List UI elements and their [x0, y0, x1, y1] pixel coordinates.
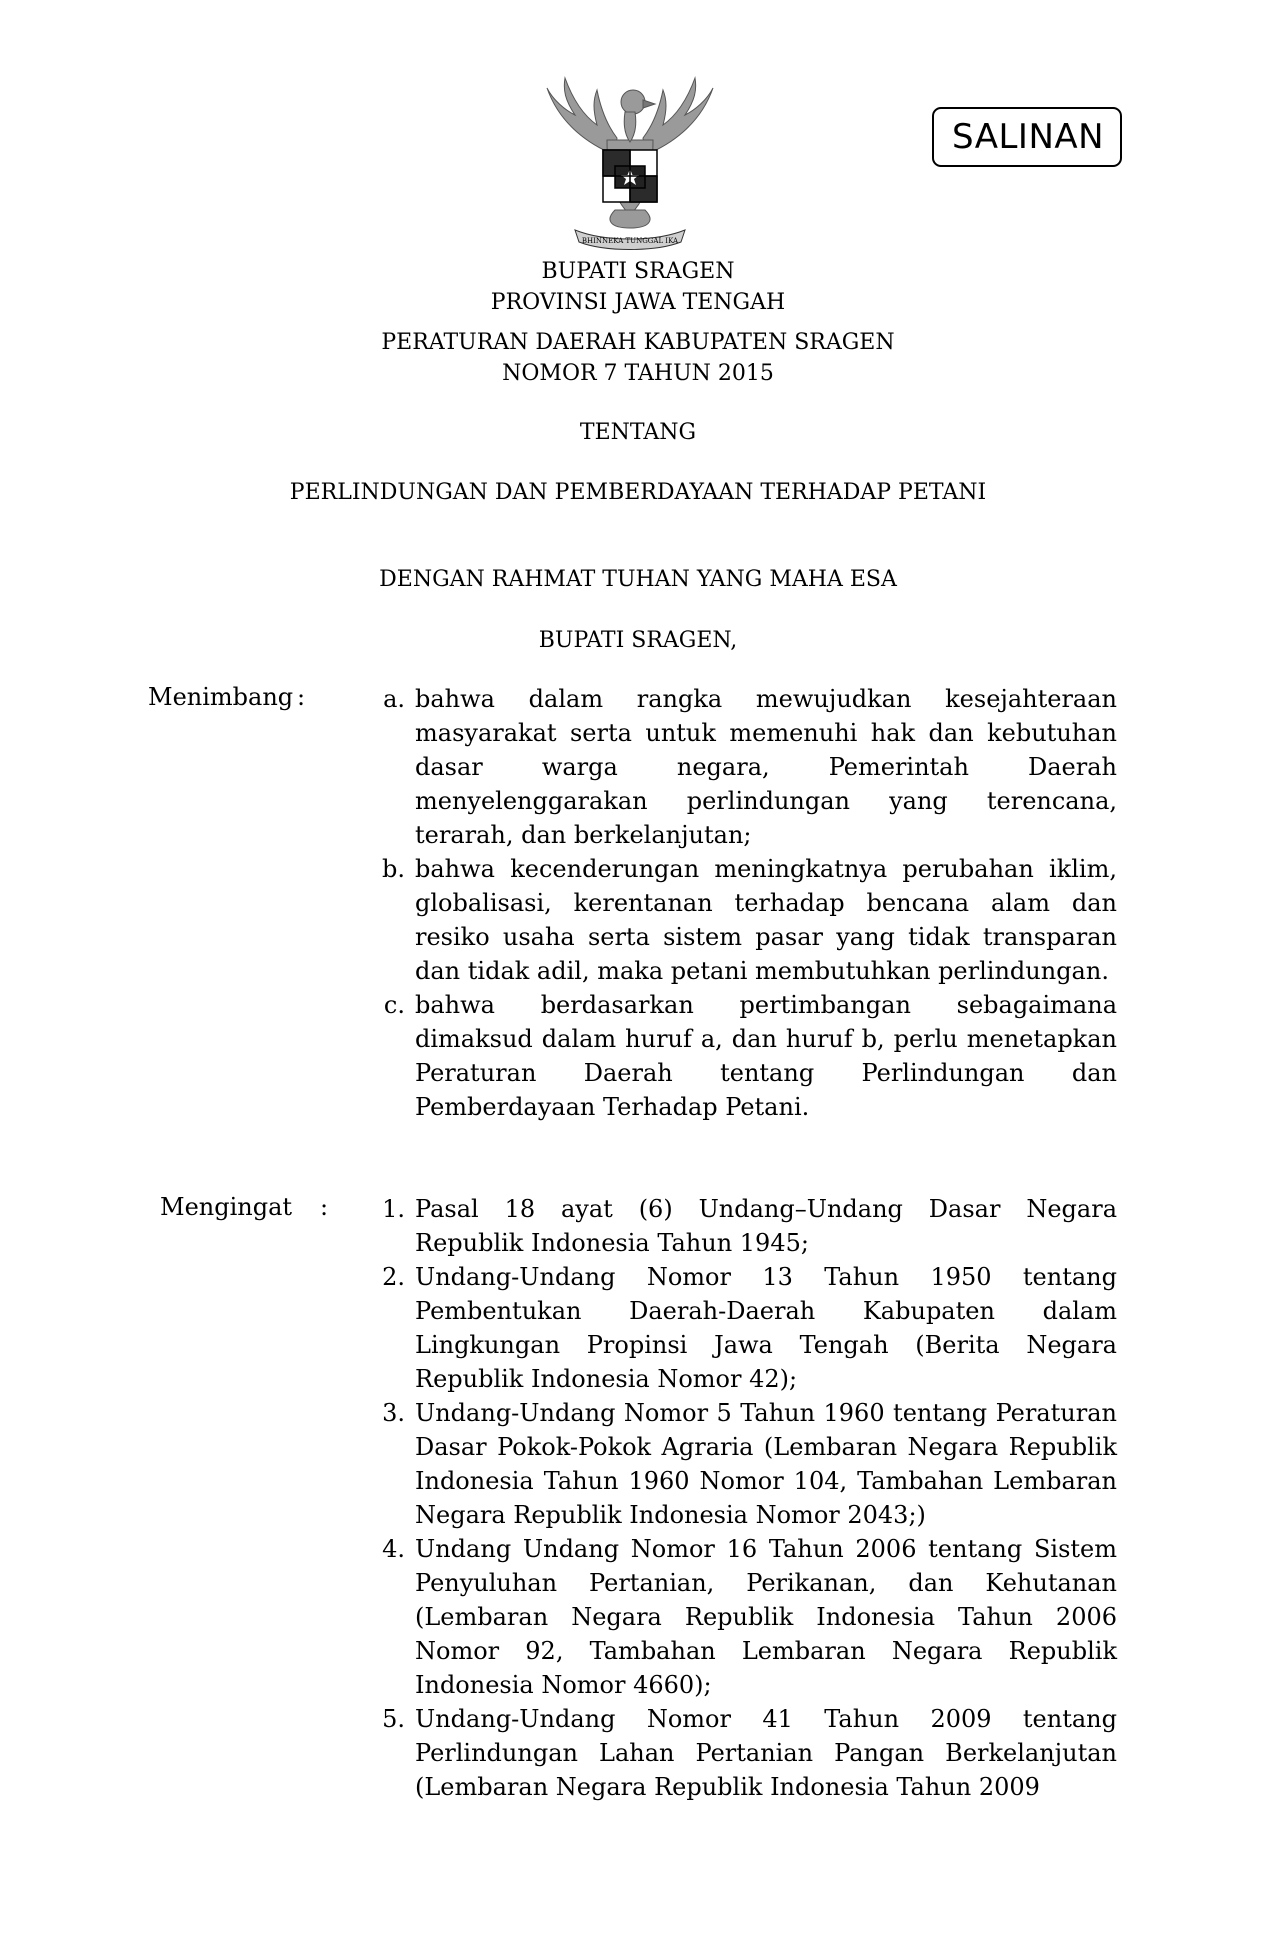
item-marker: 1.	[382, 1195, 405, 1223]
item-text: bahwa berdasarkan pertimbangan sebagaimana dimaksud dalam huruf a, dan huruf b, perlu menetapkan Peraturan Daerah tentang Perlindungan dan Pemberdayaan Terhadap Petani.	[415, 991, 1117, 1121]
menimbang-label: Menimbang	[148, 683, 294, 711]
menimbang-list	[360, 682, 1117, 1124]
item-text: Pasal 18 ayat (6) Undang–Undang Dasar Negara Republik Indonesia Tahun 1945;	[415, 1195, 1117, 1257]
mengingat-list	[360, 1192, 1117, 1804]
mengingat-label: Mengingat	[160, 1193, 293, 1221]
item-text: bahwa dalam rangka mewujudkan kesejahteraan masyarakat serta untuk memenuhi hak dan kebutuhan dasar warga negara, Pemerintah Daerah menyelenggarakan perlindungan yang terencana, terarah, dan berkelanjutan;	[415, 685, 1117, 849]
title-provinsi: PROVINSI JAWA TENGAH	[490, 290, 786, 315]
salinan-stamp: SALINAN	[932, 107, 1122, 167]
mengingat-colon: :	[320, 1193, 329, 1221]
item-marker: 4.	[382, 1535, 405, 1563]
document-subject: PERLINDUNGAN DAN PEMBERDAYAAN TERHADAP PETANI	[289, 480, 987, 505]
title-nomor: NOMOR 7 TAHUN 2015	[502, 361, 774, 386]
list-item	[360, 1260, 1117, 1396]
item-marker: 3.	[382, 1399, 405, 1427]
item-text: Undang-Undang Nomor 5 Tahun 1960 tentang Peraturan Dasar Pokok-Pokok Agraria (Lembaran Negara Republik Indonesia Tahun 1960 Nomor 104, Tambahan Lembaran Negara Republik Indonesia Nomor 2043;)	[415, 1399, 1117, 1529]
preamble-bupati: BUPATI SRAGEN,	[538, 628, 738, 653]
list-item	[360, 1192, 1117, 1260]
item-marker: b.	[382, 855, 405, 883]
menimbang-colon: :	[297, 683, 306, 711]
preamble-rahmat: DENGAN RAHMAT TUHAN YANG MAHA ESA	[379, 567, 897, 592]
list-item	[360, 1532, 1117, 1702]
title-tentang: TENTANG	[579, 420, 697, 445]
emblem-motto: BHINNEKA TUNGGAL IKA	[581, 237, 679, 245]
item-marker: 2.	[382, 1263, 405, 1291]
item-text: bahwa kecenderungan meningkatnya perubahan iklim, globalisasi, kerentanan terhadap bencana alam dan resiko usaha serta sistem pasar yang tidak transparan dan tidak adil, maka petani membutuhkan perlindungan.	[415, 855, 1117, 985]
list-item	[360, 852, 1117, 988]
item-text: Undang-Undang Nomor 41 Tahun 2009 tentang Perlindungan Lahan Pertanian Pangan Berkelanjutan (Lembaran Negara Republik Indonesia Tahun 2009	[415, 1705, 1117, 1801]
item-marker: a.	[383, 685, 405, 713]
list-item	[360, 988, 1117, 1124]
item-marker: c.	[383, 991, 405, 1019]
item-text: Undang-Undang Nomor 13 Tahun 1950 tentang Pembentukan Daerah-Daerah Kabupaten dalam Lingkungan Propinsi Jawa Tengah (Berita Negara Republik Indonesia Nomor 42);	[415, 1263, 1117, 1393]
title-bupati: BUPATI SRAGEN	[541, 259, 735, 284]
garuda-emblem-icon	[535, 70, 725, 250]
item-text: Undang Undang Nomor 16 Tahun 2006 tentang Sistem Penyuluhan Pertanian, Perikanan, dan Kehutanan (Lembaran Negara Republik Indonesia Tahun 2006 Nomor 92, Tambahan Lembaran Negara Republik Indonesia Nomor 4660);	[415, 1535, 1117, 1699]
list-item	[360, 682, 1117, 852]
list-item	[360, 1396, 1117, 1532]
item-marker: 5.	[382, 1705, 405, 1733]
list-item	[360, 1702, 1117, 1804]
title-peraturan: PERATURAN DAERAH KABUPATEN SRAGEN	[381, 330, 895, 355]
